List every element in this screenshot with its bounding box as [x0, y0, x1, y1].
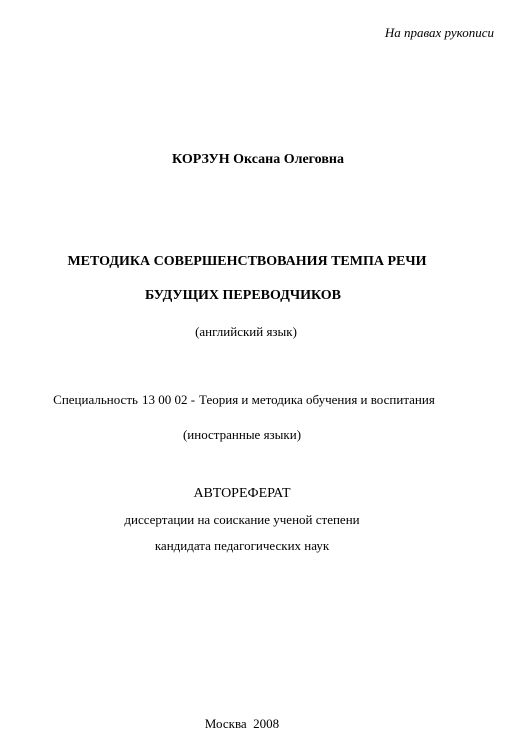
specialty-line [0, 392, 503, 408]
specialty-name: Теория и методика обучения и воспитания [199, 392, 435, 407]
abstract-line-2: кандидата педагогических наук [154, 538, 330, 553]
abstract-line-1: диссертации на соискание ученой степени [124, 512, 360, 527]
thesis-title-line-1: МЕТОДИКА СОВЕРШЕНСТВОВАНИЯ ТЕМПА РЕЧИ [67, 254, 427, 269]
city-year: Москва 2008 [204, 716, 280, 731]
abstract-heading: АВТОРЕФЕРАТ [193, 486, 291, 501]
specialty-label: Специальность [53, 392, 138, 407]
specialty-subfield: (иностранные языки) [182, 427, 302, 442]
thesis-language: (английский язык) [195, 324, 297, 339]
rights-note: На правах рукописи [384, 25, 494, 40]
specialty-code: 13 00 02 - [141, 392, 196, 407]
author-name: КОРЗУН Оксана Олеговна [172, 152, 344, 167]
thesis-title-line-2: БУДУЩИХ ПЕРЕВОДЧИКОВ [144, 288, 342, 303]
